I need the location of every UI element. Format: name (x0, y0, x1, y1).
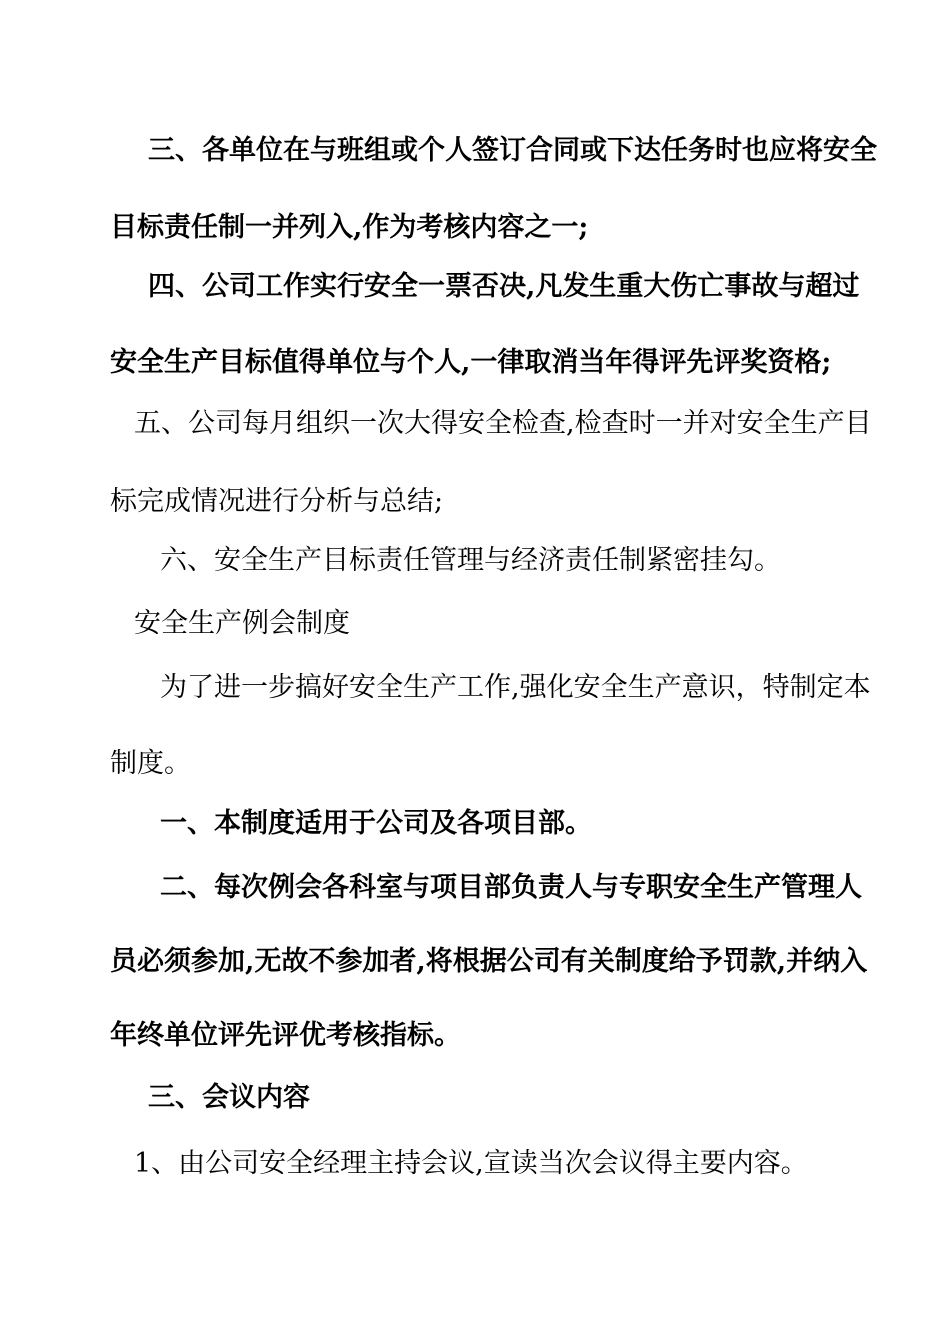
section-title: 安全生产例会制度 (134, 608, 350, 639)
item-2-line-3: 年终单位评先评优考核指标。 (110, 1020, 461, 1051)
item-2-line-1: 二、每次例会各科室与项目部负责人与专职安全生产管理人 (160, 872, 862, 903)
paragraph-3-line-2: 目标责任制一并列入,作为考核内容之一; (110, 212, 589, 243)
item-3-sub-1: 1、由公司安全经理主持会议,宣读当次会议得主要内容。 (134, 1148, 808, 1179)
paragraph-4-line-2: 安全生产目标值得单位与个人,一律取消当年得评先评奖资格; (110, 347, 832, 378)
item-3-heading: 三、会议内容 (148, 1082, 310, 1113)
paragraph-5-line-1: 五、公司每月组织一次大得安全检查,检查时一并对安全生产目 (134, 408, 872, 439)
intro-line-1: 为了进一步搞好安全生产工作,强化安全生产意识，特制定本 (160, 672, 871, 703)
intro-line-2: 制度。 (110, 748, 191, 779)
paragraph-6: 六、安全生产目标责任管理与经济责任制紧密挂勾。 (160, 545, 781, 576)
item-2-line-2: 员必须参加,无故不参加者,将根据公司有关制度给予罚款,并纳入 (110, 946, 868, 977)
paragraph-4-line-1: 四、公司工作实行安全一票否决,凡发生重大伤亡事故与超过 (148, 271, 860, 302)
item-1: 一、本制度适用于公司及各项目部。 (160, 808, 592, 839)
paragraph-5-line-2: 标完成情况进行分析与总结; (110, 486, 444, 517)
paragraph-3-line-1: 三、各单位在与班组或个人签订合同或下达任务时也应将安全 (148, 135, 877, 166)
